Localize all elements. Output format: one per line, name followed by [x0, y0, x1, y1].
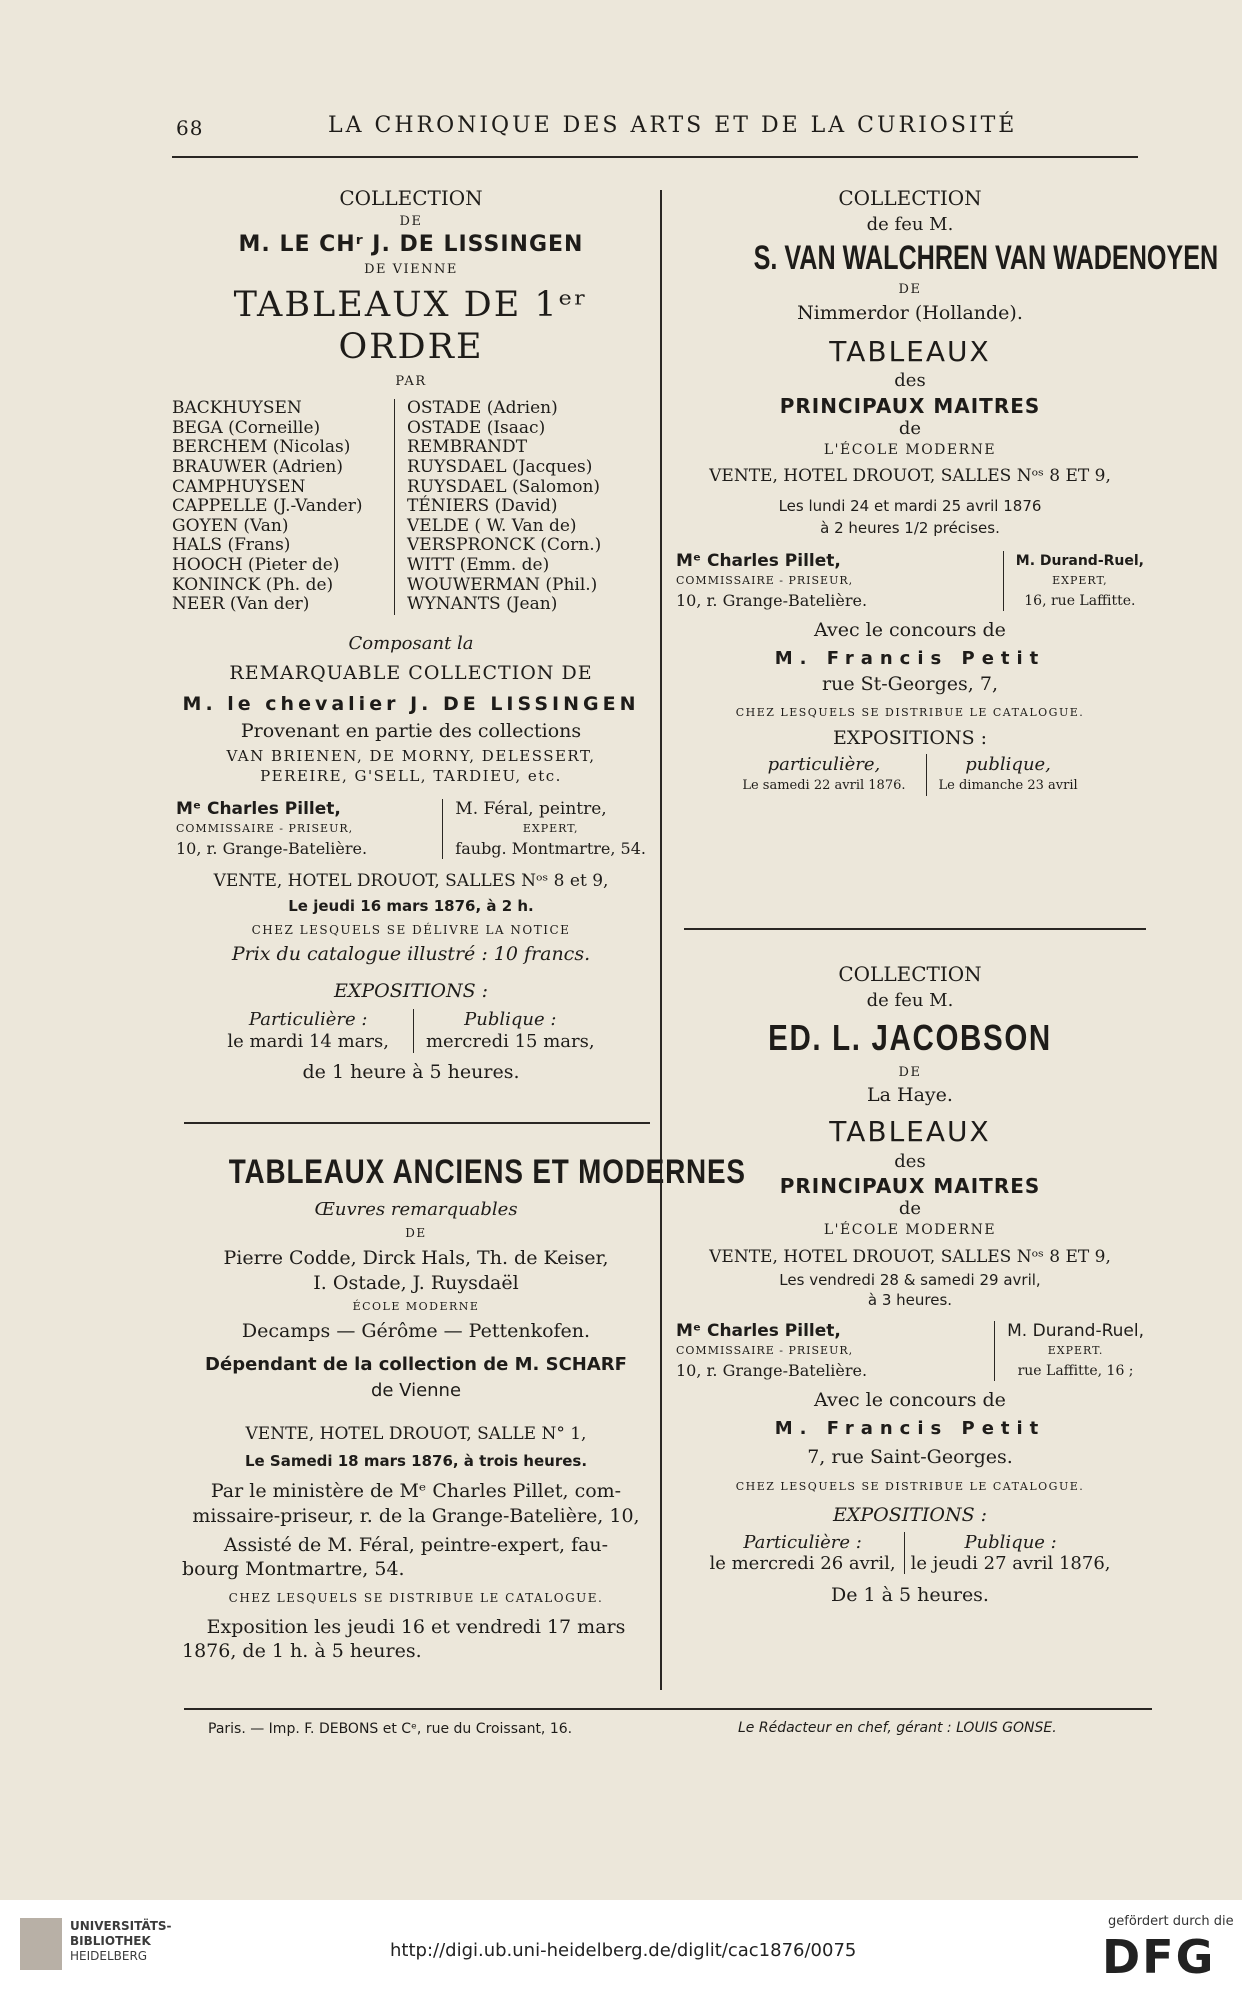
des-label: des	[894, 370, 926, 392]
artist-name: VERSPRONCK (Corn.)	[407, 535, 602, 556]
expositions-heading: EXPOSITIONS :	[832, 727, 988, 750]
remarquable: REMARQUABLE COLLECTION DE	[229, 662, 593, 685]
owner-name: S. VAN WALCHREN VAN WADENOYEN	[753, 238, 1219, 277]
sale-venue: VENTE, HOTEL DROUOT, SALLES Nᵒˢ 8 ET 9,	[709, 1246, 1111, 1267]
private-date: Le samedi 22 avril 1876.	[742, 777, 906, 793]
funding-label: gefördert durch die	[1108, 1914, 1234, 1929]
de-label: DE	[898, 282, 922, 298]
expert-role: EXPERT,	[1052, 573, 1108, 587]
expert-role: EXPERT.	[1047, 1344, 1104, 1358]
sale-date: Le Samedi 18 mars 1876, à trois heures.	[244, 1451, 588, 1470]
catalogue-line: CHEZ LESQUELS SE DISTRIBUE LE CATALOGUE.	[228, 1591, 604, 1606]
artists-line-2: I. Ostade, J. Ruysdaël	[313, 1271, 519, 1294]
de-label-2: de	[898, 417, 922, 439]
exhibition-dates	[672, 754, 1148, 796]
ministere-line-2: missaire-priseur, r. de la Grange-Batelière, 10,	[192, 1504, 640, 1527]
feu-label: de feu M.	[866, 990, 954, 1011]
private-date: le mardi 14 mars,	[227, 1031, 389, 1053]
petit-address: 7, rue Saint-Georges.	[807, 1445, 1013, 1468]
francis-petit: M. Francis Petit	[774, 1417, 1046, 1439]
expert-address: rue Laffitte, 16 ;	[1017, 1363, 1134, 1380]
dependant-line-2: de Vienne	[370, 1379, 462, 1401]
assiste-line-1: Assisté de M. Féral, peintre-expert, fau-	[223, 1533, 609, 1556]
artist-name: CAPPELLE (J.-Vander)	[172, 496, 363, 517]
assiste-line-2: bourg Montmartre, 54.	[182, 1558, 405, 1581]
artist-list	[172, 399, 650, 615]
owner-name: ED. L. JACOBSON	[768, 1016, 1052, 1058]
modern-artists: Decamps — Gérôme — Pettenkofen.	[241, 1319, 591, 1342]
exposition-line-1: Exposition les jeudi 16 et vendredi 17 mars	[206, 1615, 626, 1638]
library-name-line-2: BIBLIOTHEK	[70, 1934, 151, 1948]
public-date: mercredi 15 mars,	[425, 1031, 595, 1053]
feu-label: de feu M.	[866, 214, 954, 235]
private-label: Particulière :	[248, 1009, 368, 1031]
ecole-moderne: L'ÉCOLE MODERNE	[823, 1221, 997, 1238]
artist-name: BACKHUYSEN	[172, 398, 302, 419]
ad-jacobson	[672, 962, 1148, 1607]
expositions-heading: EXPOSITIONS :	[333, 980, 489, 1003]
expert-role: EXPERT,	[522, 821, 579, 835]
auctioneer-block	[172, 799, 650, 859]
city: DE VIENNE	[364, 261, 458, 277]
auctioneer-name: Mᵉ Charles Pillet,	[676, 1321, 841, 1342]
artist-name: WITT (Emm. de)	[407, 554, 550, 575]
auctioneer-role: COMMISSAIRE - PRISEUR,	[176, 821, 354, 835]
auctioneer-block	[672, 1321, 1148, 1381]
artist-name: HOOCH (Pieter de)	[172, 554, 340, 575]
catalogue-price: Prix du catalogue illustré : 10 francs.	[231, 943, 591, 966]
private-label: particulière,	[767, 753, 881, 775]
tableaux-heading: TABLEAUX	[829, 334, 991, 368]
sale-date-1: Les vendredi 28 & samedi 29 avril,	[779, 1271, 1041, 1290]
par-label: PAR	[395, 373, 427, 389]
library-name-line-1: UNIVERSITÄTS-	[70, 1919, 172, 1933]
expositions-heading: EXPOSITIONS :	[832, 1503, 988, 1526]
left-section-rule	[184, 1122, 650, 1124]
permalink-url[interactable]: http://digi.ub.uni-heidelberg.de/diglit/cac1876/0075	[390, 1940, 857, 1961]
hours: De 1 à 5 heures.	[831, 1584, 989, 1607]
sale-date-2: à 2 heures 1/2 précises.	[820, 518, 1000, 537]
private-label: Particulière :	[743, 1532, 862, 1554]
public-label: Publique :	[464, 1009, 557, 1031]
place: La Haye.	[867, 1084, 953, 1107]
de-label-2: de	[898, 1198, 922, 1220]
header-rule	[172, 156, 1138, 158]
collection-label: COLLECTION	[838, 962, 982, 986]
tableaux-heading: TABLEAUX	[829, 1115, 991, 1149]
section-heading: TABLEAUX ANCIENS ET MODERNES	[228, 1153, 746, 1191]
dependant-line-1: Dépendant de la collection de M. SCHARF	[205, 1354, 627, 1376]
artist-name: CAMPHUYSEN	[172, 476, 306, 497]
artist-name: RUYSDAEL (Jacques)	[407, 456, 593, 477]
place: Nimmerdor (Hollande).	[797, 301, 1023, 324]
ecole-moderne: ÉCOLE MODERNE	[352, 1300, 480, 1314]
auctioneer-address: 10, r. Grange-Batelière.	[676, 590, 868, 610]
principaux-maitres: PRINCIPAUX MAITRES	[779, 393, 1041, 418]
collection-label: COLLECTION	[339, 186, 483, 210]
artist-list-right	[394, 399, 601, 615]
printer-imprint: Paris. — Imp. F. DEBONS et Cᵉ, rue du Croissant, 16.	[208, 1721, 573, 1737]
artist-name: HALS (Frans)	[172, 535, 291, 556]
sale-date: Le jeudi 16 mars 1876, à 2 h.	[288, 897, 534, 916]
public-date: Le dimanche 23 avril	[938, 777, 1078, 793]
exposition-line-2: 1876, de 1 h. à 5 heures.	[182, 1640, 422, 1663]
concours: Avec le concours de	[814, 1389, 1006, 1412]
right-section-rule	[684, 928, 1146, 930]
library-name	[70, 1919, 172, 1964]
ministere-line-1: Par le ministère de Mᵉ Charles Pillet, com-	[210, 1479, 622, 1502]
private-date: le mercredi 26 avril,	[709, 1553, 896, 1575]
artist-name: BRAUWER (Adrien)	[172, 456, 343, 477]
library-logo-icon	[20, 1918, 62, 1970]
expert-name: M. Féral, peintre,	[455, 798, 607, 819]
artist-name: REMBRANDT	[407, 437, 528, 458]
artist-name: WYNANTS (Jean)	[407, 594, 558, 615]
de-label: DE	[399, 214, 423, 229]
exhibition-dates	[172, 1009, 650, 1053]
catalogue-line: CHEZ LESQUELS SE DISTRIBUE LE CATALOGUE.	[735, 1480, 1085, 1494]
auctioneer-role: COMMISSAIRE - PRISEUR,	[676, 573, 854, 587]
footer-rule	[184, 1708, 1152, 1710]
auctioneer-block	[672, 551, 1148, 611]
expert-address: 16, rue Laffitte.	[1024, 592, 1136, 609]
composant: Composant la	[348, 632, 474, 654]
auctioneer-address: 10, r. Grange-Batelière.	[176, 838, 368, 858]
artist-name: WOUWERMAN (Phil.)	[407, 574, 598, 595]
catalogue-line: CHEZ LESQUELS SE DISTRIBUE LE CATALOGUE.	[735, 705, 1085, 719]
tableaux-heading: TABLEAUX DE 1ᵉʳ ORDRE	[233, 284, 589, 367]
collection-label: COLLECTION	[838, 186, 982, 210]
artist-name: GOYEN (Van)	[172, 515, 289, 536]
auctioneer-role: COMMISSAIRE - PRISEUR,	[676, 1344, 854, 1358]
public-label: publique,	[965, 753, 1051, 775]
artist-name: NEER (Van der)	[172, 594, 310, 615]
public-label: Publique :	[964, 1532, 1057, 1554]
library-name-line-3: HEIDELBERG	[70, 1949, 148, 1963]
public-date: le jeudi 27 avril 1876,	[910, 1553, 1111, 1575]
column-divider	[660, 190, 662, 1690]
page-number: 68	[176, 116, 204, 140]
de-label: DE	[405, 1226, 427, 1241]
artists-line-1: Pierre Codde, Dirck Hals, Th. de Keiser,	[223, 1246, 609, 1269]
petit-address: rue St-Georges, 7,	[822, 673, 998, 696]
owner-name: M. LE CHʳ J. DE LISSINGEN	[238, 231, 584, 257]
artist-name: TÉNIERS (David)	[407, 496, 558, 517]
collections-line-2: PEREIRE, G'SELL, TARDIEU, etc.	[260, 766, 562, 785]
oeuvres: Œuvres remarquables	[314, 1198, 518, 1220]
chevalier-name: M. le chevalier J. DE LISSINGEN	[182, 693, 640, 716]
des-label: des	[894, 1150, 926, 1172]
ecole-moderne: L'ÉCOLE MODERNE	[823, 441, 997, 458]
ad-tableaux-anciens	[172, 1152, 746, 1663]
expert-address: faubg. Montmartre, 54.	[455, 838, 646, 858]
ad-lissingen	[172, 186, 650, 1084]
expert-name: M. Durand-Ruel,	[1007, 1321, 1144, 1342]
auctioneer-name: Mᵉ Charles Pillet,	[676, 550, 841, 571]
francis-petit: M. Francis Petit	[774, 647, 1046, 669]
expert-name: M. Durand-Ruel,	[1015, 552, 1144, 569]
artist-name: VELDE ( W. Van de)	[407, 515, 577, 536]
editor-imprint: Le Rédacteur en chef, gérant : LOUIS GONSE.	[738, 1720, 1057, 1736]
concours: Avec le concours de	[814, 618, 1006, 641]
sale-date-2: à 3 heures.	[867, 1291, 953, 1310]
artist-list-left	[172, 399, 394, 615]
notice-line: CHEZ LESQUELS SE DÉLIVRE LA NOTICE	[251, 923, 571, 938]
artist-name: RUYSDAEL (Salomon)	[407, 476, 601, 497]
de-label: DE	[898, 1064, 922, 1080]
collections-line-1: VAN BRIENEN, DE MORNY, DELESSERT,	[226, 746, 596, 765]
artist-name: BEGA (Corneille)	[172, 417, 321, 438]
artist-name: KONINCK (Ph. de)	[172, 574, 334, 595]
sale-venue: VENTE, HOTEL DROUOT, SALLE N° 1,	[245, 1423, 587, 1444]
artist-name: BERCHEM (Nicolas)	[172, 437, 351, 458]
artist-name: OSTADE (Isaac)	[407, 417, 546, 438]
auctioneer-name: Mᵉ Charles Pillet,	[176, 798, 341, 819]
principaux-maitres: PRINCIPAUX MAITRES	[779, 1174, 1041, 1199]
sale-venue: VENTE, HOTEL DROUOT, SALLES Nᵒˢ 8 ET 9,	[709, 466, 1111, 487]
artist-name: OSTADE (Adrien)	[407, 398, 558, 419]
sale-venue: VENTE, HOTEL DROUOT, SALLES Nᵒˢ 8 et 9,	[213, 870, 609, 891]
ad-van-walchren	[672, 186, 1219, 796]
hours: de 1 heure à 5 heures.	[302, 1061, 520, 1084]
journal-title: LA CHRONIQUE DES ARTS ET DE LA CURIOSITÉ	[328, 113, 1018, 138]
exhibition-dates	[672, 1532, 1148, 1574]
sale-date-1: Les lundi 24 et mardi 25 avril 1876	[778, 496, 1042, 515]
dfg-logo: DFG	[1102, 1930, 1216, 1984]
auctioneer-address: 10, r. Grange-Batelière.	[676, 1361, 868, 1381]
provenant: Provenant en partie des collections	[240, 719, 582, 742]
